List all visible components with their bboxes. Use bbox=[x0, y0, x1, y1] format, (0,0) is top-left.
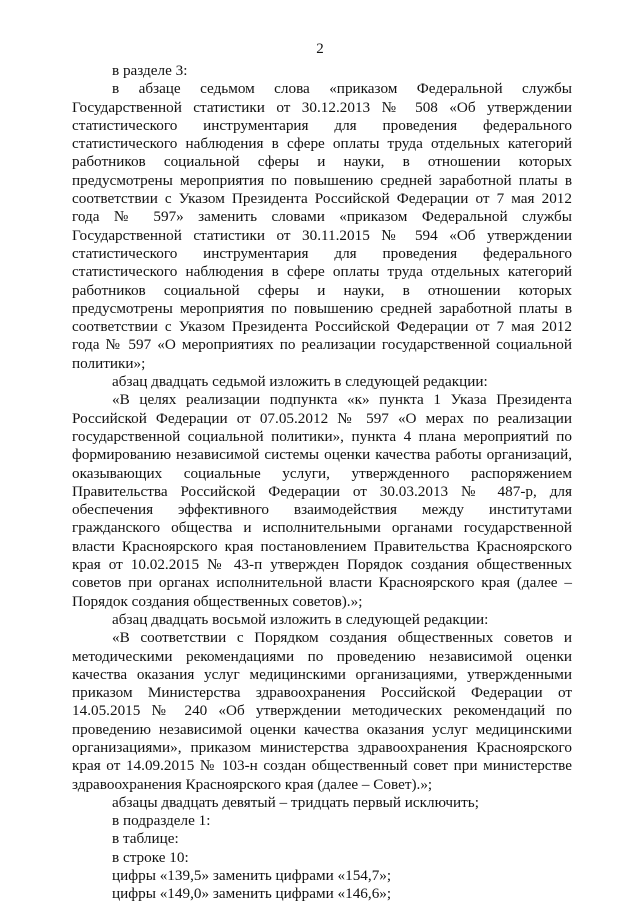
paragraph-subsection-1: в подразделе 1: bbox=[112, 812, 211, 830]
paragraph-29-31-exclude: абзацы двадцать девятый – тридцать первый исключить; bbox=[112, 793, 479, 811]
paragraph-replace-149-0: цифры «149,0» заменить цифрами «146,6»; bbox=[112, 885, 392, 903]
paragraph-section-3-heading: в разделе 3: bbox=[112, 62, 188, 79]
page-number: 2 bbox=[316, 41, 324, 57]
paragraph-27-new-text: «В целях реализации подпункта «к» пункта 1 Указа Президента Российской Федерации от 07.05.2012 № 597 «О мерах по реализации государственной социальной политики», пункта 4 плана мероприятий по формированию независимой системы оценки качества работы организаций, оказывающих социальные услуги, утвержденного распоряжением Правительства Российской Федерации от 30.03.2013 № 487-р, для обеспечения эффективного взаимодействия между институтами гражданского общества и исполнительными органами государственной власти Красноярского края постановлением Правительства Красноярского края от 10.02.2015 № 43-п утвержден Порядок создания общественных советов при органах исполнительной власти Красноярского края (далее – Порядок создания общественных советов).»; bbox=[72, 391, 572, 610]
paragraph-28-intro: абзац двадцать восьмой изложить в следующей редакции: bbox=[112, 610, 489, 628]
paragraph-27-intro: абзац двадцать седьмой изложить в следующей редакции: bbox=[112, 373, 488, 391]
document-body bbox=[72, 62, 572, 904]
paragraph-28-new-text: «В соответствии с Порядком создания общественных советов и методическими рекомендациями по проведению независимой оценки качества оказания услуг медицинскими организациями, утвержденными приказом Министерства здравоохранения Российской Федерации от 14.05.2015 № 240 «Об утверждении методических рекомендаций по проведению независимой оценки качества оказания услуг медицинскими организациями», приказом министерства здравоохранения Красноярского края от 14.09.2015 № 103-н создан общественный совет при министерстве здравоохранения Красноярского края (далее – Совет).»; bbox=[72, 629, 572, 793]
paragraph-in-table: в таблице: bbox=[112, 830, 179, 848]
paragraph-seventh-abzac-amendment: в абзаце седьмом слова «приказом Федеральной службы Государственной статистики от 30.12.2013 № 508 «Об утверждении статистического инструментария для проведения федерального статистического наблюдения в сфере оплаты труда отдельных категорий работников социальной сферы и науки, в отношении которых предусмотрены мероприятия по повышению средней заработной платы в соответствии с Указом Президента Российской Федерации от 7 мая 2012 года № 597» заменить словами «приказом Федеральной службы Государственной статистики от 30.11.2015 № 594 «Об утверждении статистического инструментария для проведения федерального статистического наблюдения в сфере оплаты труда отдельных категорий работников социальной сферы и науки, в отношении которых предусмотрены мероприятия по повышению средней заработной платы в соответствии с Указом Президента Российской Федерации от 7 мая 2012 года № 597 «О мероприятиях по реализации государственной социальной политики»; bbox=[72, 80, 572, 372]
paragraph-replace-139-5: цифры «139,5» заменить цифрами «154,7»; bbox=[112, 867, 392, 885]
paragraph-row-10: в строке 10: bbox=[112, 848, 189, 866]
